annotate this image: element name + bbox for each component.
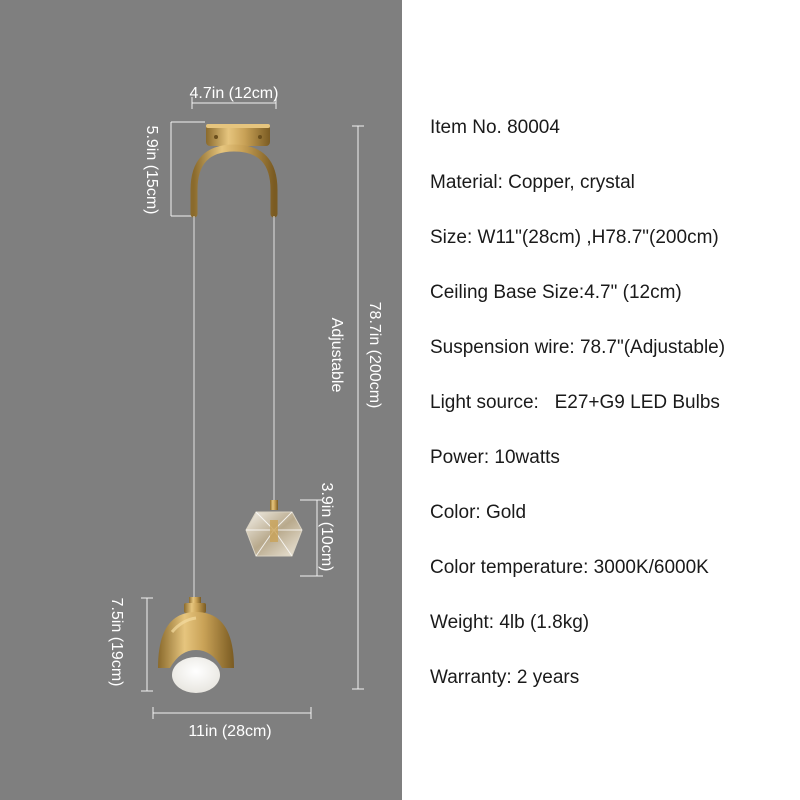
gold-arch bbox=[194, 148, 274, 214]
spec-light-source: Light source: E27+G9 LED Bulbs bbox=[430, 392, 720, 413]
spec-ceiling-base-size: Ceiling Base Size:4.7" (12cm) bbox=[430, 282, 682, 303]
spec-warranty: Warranty: 2 years bbox=[430, 667, 580, 688]
dome-pendant bbox=[158, 597, 234, 693]
base-width-dimension bbox=[190, 85, 279, 109]
crystal-pendant bbox=[246, 500, 302, 556]
total-height-label: 78.7in (200cm) bbox=[366, 301, 383, 409]
spec-size: Size: W11"(28cm) ,H78.7"(200cm) bbox=[430, 227, 719, 248]
arch-height-label: 5.9in (15cm) bbox=[143, 125, 160, 215]
specifications-panel bbox=[402, 0, 800, 800]
spec-power: Power: 10watts bbox=[430, 447, 560, 468]
overall-width-label: 11in (28cm) bbox=[188, 723, 272, 740]
dome-height-label: 7.5in (19cm) bbox=[108, 597, 125, 687]
crystal-height-label: 3.9in (10cm) bbox=[318, 482, 335, 572]
base-width-label: 4.7in (12cm) bbox=[189, 85, 279, 102]
crystal-height-dimension bbox=[300, 483, 335, 576]
spec-list bbox=[430, 115, 725, 720]
spec-suspension-wire: Suspension wire: 78.7"(Adjustable) bbox=[430, 337, 726, 358]
spec-color: Color: Gold bbox=[430, 502, 527, 523]
spec-weight: Weight: 4lb (1.8kg) bbox=[430, 612, 590, 633]
spec-item-number: Item No. 80004 bbox=[430, 117, 560, 138]
ceiling-base bbox=[206, 124, 270, 146]
spec-material: Material: Copper, crystal bbox=[430, 172, 635, 193]
total-height-dimension bbox=[352, 126, 383, 689]
adjustable-label: Adjustable bbox=[328, 317, 345, 393]
spec-color-temperature: Color temperature: 3000K/6000K bbox=[430, 557, 709, 578]
dome-height-dimension bbox=[108, 598, 153, 691]
overall-width-dimension bbox=[153, 707, 311, 740]
